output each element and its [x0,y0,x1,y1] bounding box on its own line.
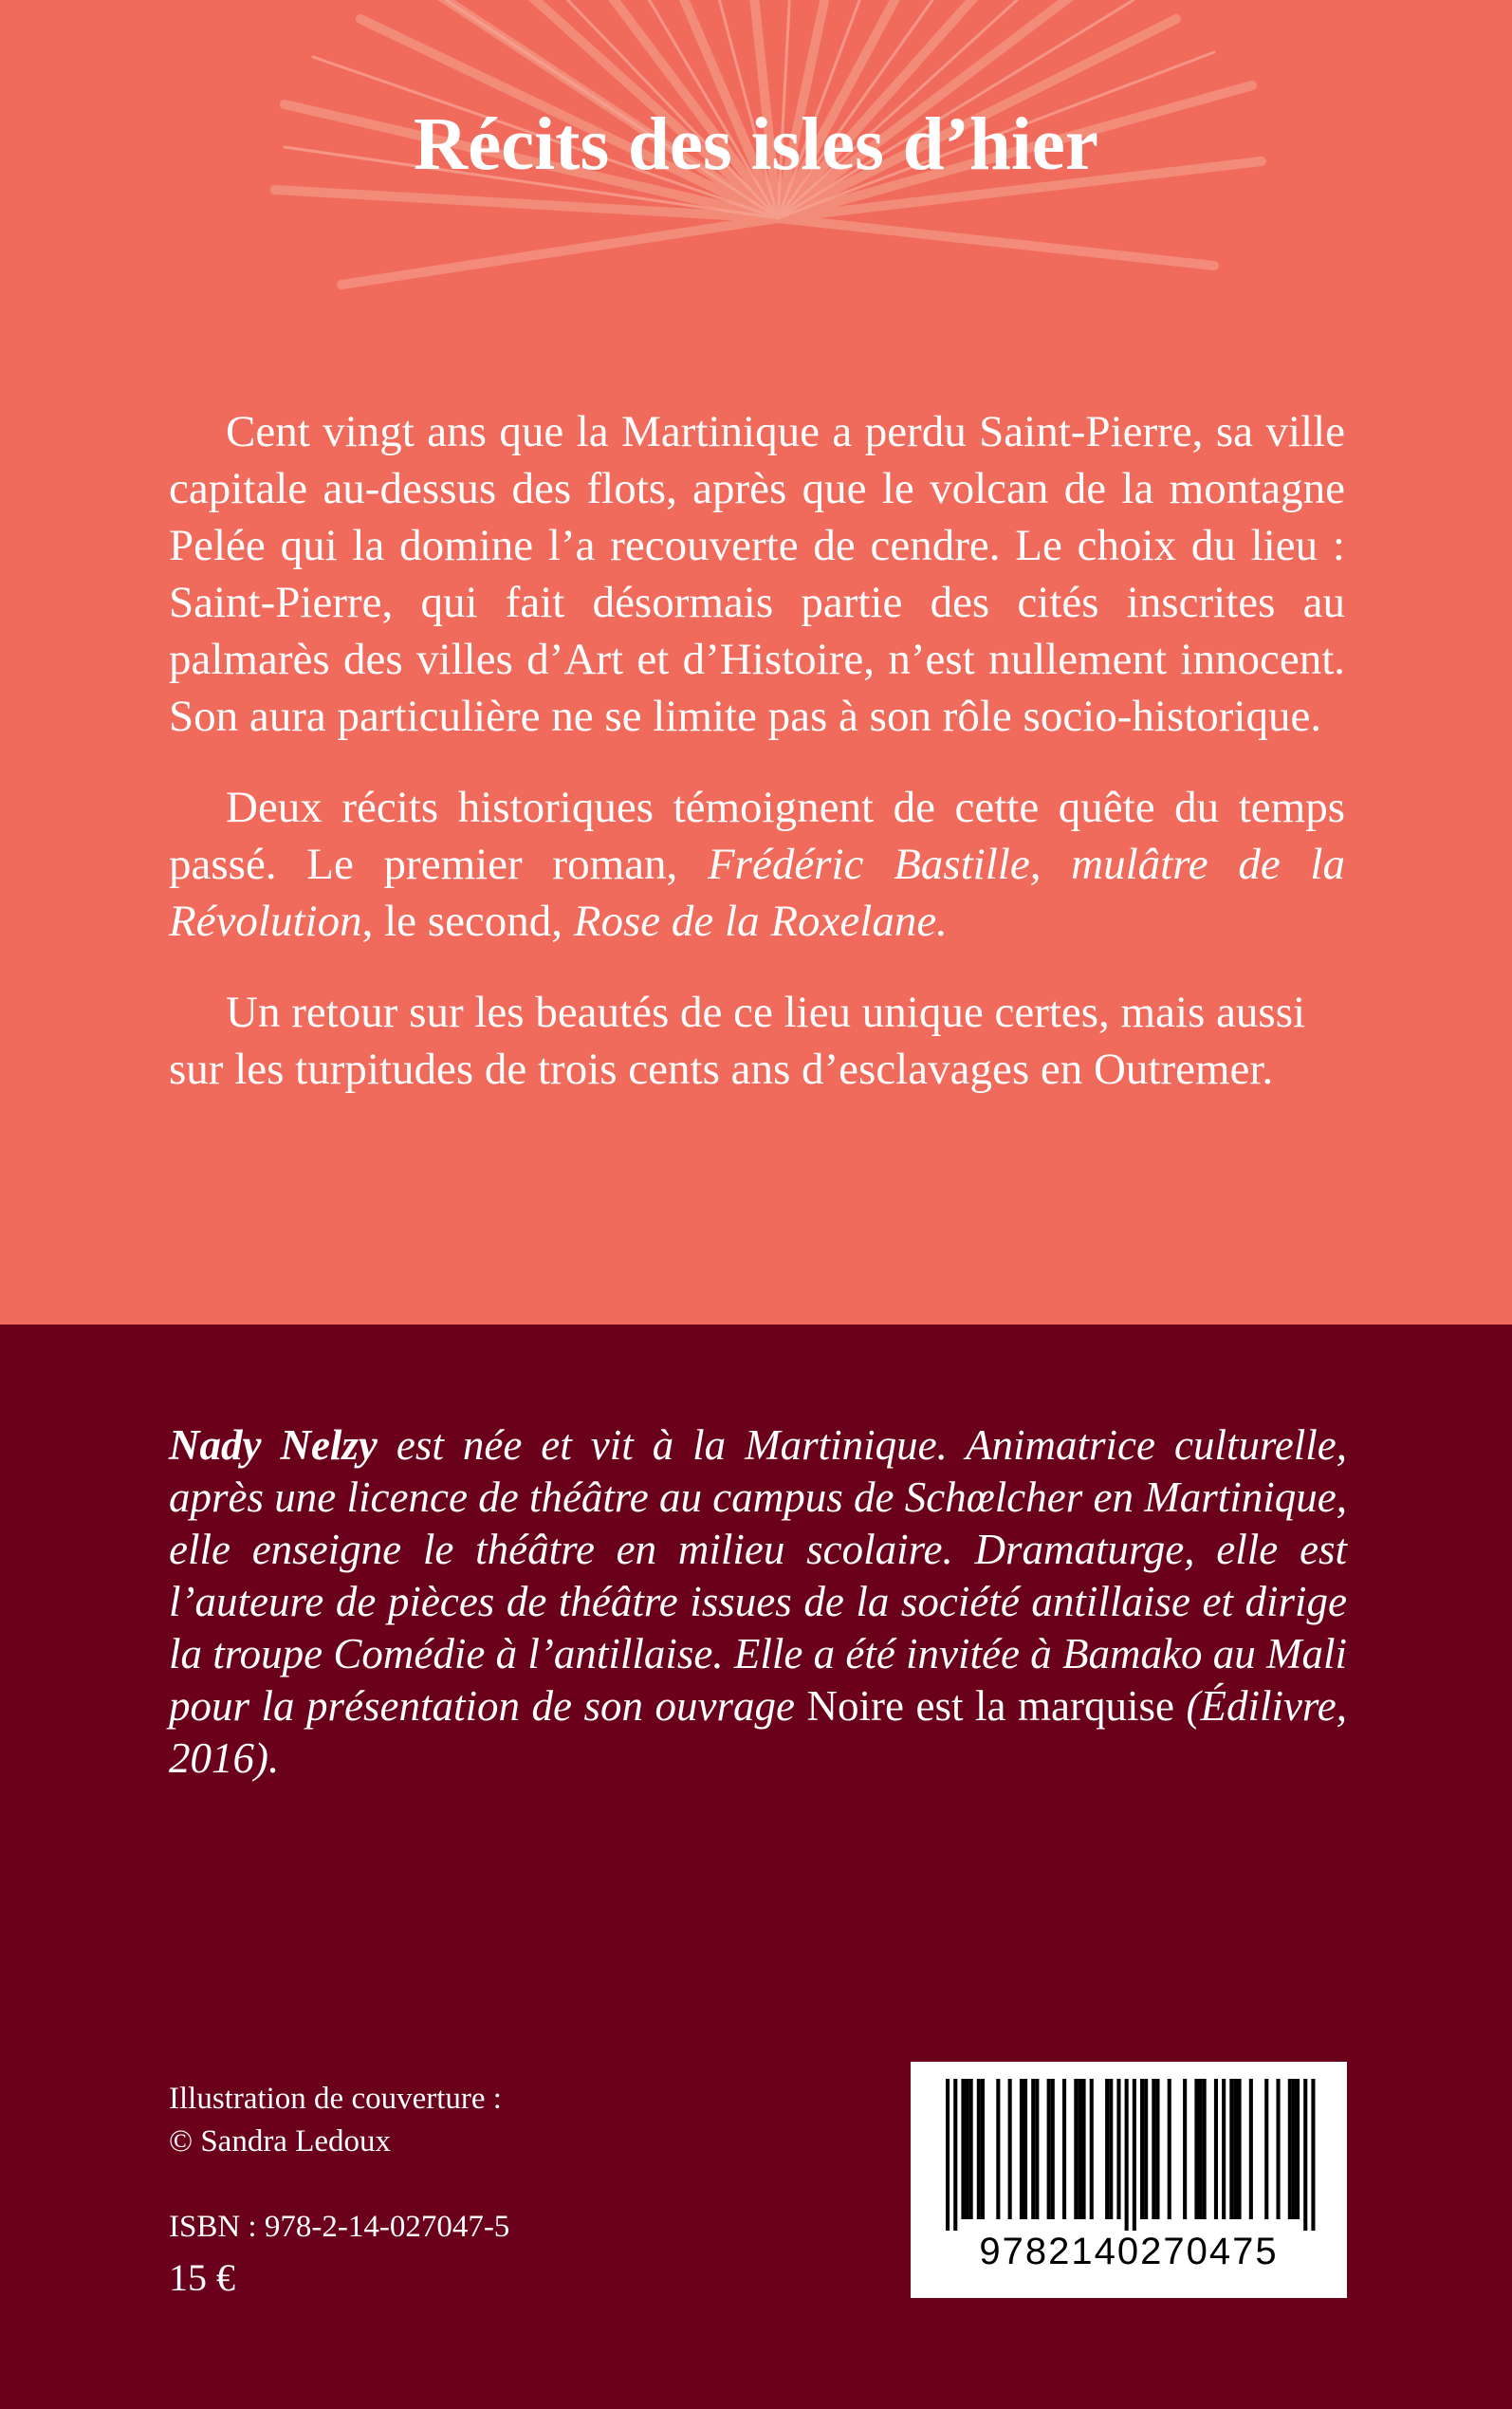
illustrator-name: © Sandra Ledoux [169,2124,392,2159]
novel-title-1: Frédéric Bastille, mulâtre de la Révolution [169,840,1345,946]
author-name: Nady Nelzy [169,1421,378,1469]
illustration-credit [169,2078,502,2163]
barcode-bar [1233,2079,1237,2219]
summary-paragraph-2 [169,779,1345,950]
barcode-bar [1020,2079,1023,2219]
barcode-bar [1264,2079,1268,2219]
price-label: 15 € [169,2256,235,2299]
barcode-bar [1238,2079,1242,2219]
barcode-bar [1051,2079,1055,2219]
barcode-bar [1311,2079,1315,2231]
summary-p2-text-b: , le second, [361,897,574,946]
barcode-bar [1082,2079,1086,2219]
bio-text-b: (Édilivre, 2016). [169,1682,1347,1782]
summary-p2-text-a: Deux récits historiques témoignent de cette quête du temps passé. Le premier roman, [169,783,1345,889]
barcode-bar [977,2079,981,2219]
barcode-bar [1168,2079,1171,2219]
barcode-bar [1062,2079,1066,2219]
summary-paragraph-3: Un retour sur les beautés de ce lieu unique certes, mais aussi sur les turpitudes de trois cents ans d’esclavages en Outremer. [169,988,1306,1094]
barcode-bar [1047,2079,1051,2219]
barcode [911,2062,1347,2298]
barcode-bar [996,2079,1000,2219]
barcode-bar [1152,2079,1155,2219]
barcode-bar [1105,2079,1109,2219]
barcode-bar [1023,2079,1027,2219]
author-bio [169,1419,1347,1785]
barcode-bar [946,2079,950,2231]
barcode-bar [1199,2079,1203,2219]
barcode-bar [961,2079,965,2219]
barcode-bar [981,2079,985,2219]
barcode-bar [1008,2079,1012,2219]
barcode-bar [1277,2079,1281,2219]
barcode-bar [1249,2079,1253,2219]
palm-leaf-illustration [0,0,1512,398]
barcode-bar [1155,2079,1159,2219]
summary-paragraph-1: Cent vingt ans que la Martinique a perdu Saint-Pierre, sa ville capitale au-dessus des flots, après que le volcan de la montagne Pelée qui la domine l’a recouverte de cendre. Le choix du lieu : Saint-Pierre, qui fait désormais partie des cités inscrites au palmarès des villes d’Art et d’Histoire, n’est nullement innocent. Son aura particulière ne se limite pas à son rôle socio-historique. [169,407,1345,741]
barcode-bar [1035,2079,1039,2219]
barcode-bar [1194,2079,1198,2219]
barcode-bar [1303,2079,1307,2231]
barcode-bar [1116,2079,1120,2219]
barcode-bar [1292,2079,1296,2219]
barcode-bar [1031,2079,1035,2219]
barcode-bar [1140,2079,1144,2219]
bio-book-title: Noire est la marquise [806,1682,1174,1730]
barcode-bar [1090,2079,1094,2219]
barcode-bar [1074,2079,1078,2219]
barcode-bar [1144,2079,1148,2219]
novel-title-2: Rose de la Roxelane. [573,897,948,946]
barcode-digits: 9782140270475 [979,2231,1279,2272]
barcode-bar [1296,2079,1300,2219]
barcode-bar [1222,2079,1226,2219]
illustration-label: Illustration de couverture : [169,2082,502,2116]
barcode-bar [1078,2079,1081,2219]
barcode-bar [1183,2079,1187,2219]
barcode-bar [1109,2079,1113,2219]
barcode-bar [1214,2079,1218,2219]
barcode-bar [1288,2079,1292,2219]
barcode-bar [1229,2079,1233,2219]
barcode-bar [966,2079,969,2219]
book-title: Récits des isles d’hier [414,103,1098,186]
barcode-bar [1125,2079,1129,2231]
isbn-number: ISBN : 978-2-14-027047-5 [169,2210,510,2244]
barcode-bar [1133,2079,1136,2231]
barcode-bar [1203,2079,1207,2219]
barcode-bar [969,2079,973,2219]
barcode-bar [953,2079,957,2231]
bio-text-a: est née et vit à la Martinique. Animatrice culturelle, après une licence de théâtre au campus de Schœlcher en Martinique, elle enseigne le théâtre en milieu scolaire. Dramaturge, elle est l’auteure de pièces de théâtre issues de la société antillaise et dirige la troupe Comédie à l’antillaise. Elle a été invitée à Bamako au Mali pour la présentation de son ouvrage [169,1421,1348,1730]
book-summary [169,403,1345,1132]
barcode-bars [927,2079,1331,2231]
